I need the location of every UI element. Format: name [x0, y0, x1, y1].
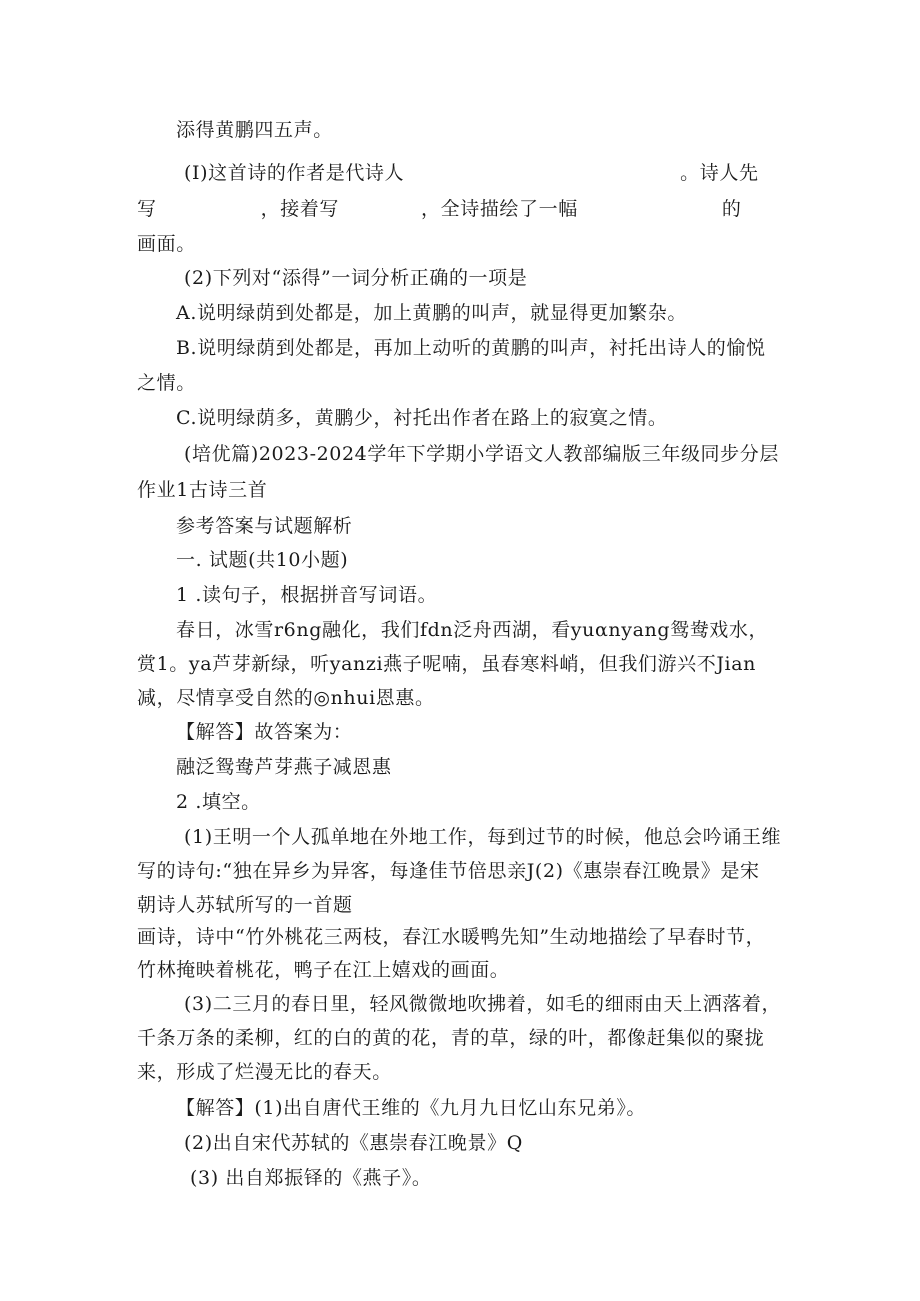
text-fragment: ，全诗描绘了一幅 — [421, 198, 578, 220]
text-fragment: 写 — [137, 198, 157, 220]
q1-text-line-2: 赏1。ya芦芽新绿，听yanzi燕子呢喃，虽春寒料峭，但我们游兴不Jian — [137, 653, 756, 675]
q1-title: 1 .读句子，根据拼音写词语。 — [176, 584, 438, 606]
q2-answer-2: (2)出自宋代苏轼的《惠崇春江晚景》Q — [184, 1132, 523, 1154]
option-b: B.说明绿荫到处都是，再加上动听的黄鹏的叫声，衬托出诗人的愉悦 — [176, 337, 766, 359]
text-fragment: ，接着写 — [260, 198, 340, 220]
q2-text-line-6: (3)二三月的春日里，轻风微微地吹拂着，如毛的细雨由天上洒落着， — [184, 993, 782, 1015]
q2-text-line-5: 竹林掩映着桃花，鸭子在江上嬉戏的画面。 — [137, 959, 510, 981]
q2-text-line-1: (1)王明一个人孤单地在外地工作，每到过节的时候，他总会吟诵王维 — [184, 826, 782, 848]
poem-line: 添得黄鹏四五声。 — [176, 119, 333, 141]
question-1-line-3: 画面。 — [137, 233, 196, 255]
answer-subtitle: 参考答案与试题解析 — [176, 515, 353, 537]
question-1-prompt-cont: 。诗人先 — [680, 162, 759, 184]
option-a: A.说明绿荫到处都是，加上黄鹏的叫声，就显得更加繁杂。 — [176, 302, 687, 324]
q1-answer-label: 【解答】故答案为： — [176, 721, 353, 743]
question-2-prompt: (2)下列对“添得”一词分析正确的一项是 — [184, 267, 528, 289]
q2-text-line-7: 千条万条的柔柳，红的白的黄的花，青的草，绿的叶，都像赶集似的聚拢 — [137, 1027, 765, 1049]
q2-text-line-2: 写的诗句:“独在异乡为异客，每逢佳节倍思亲J(2)《惠崇春江晚景》是宋 — [137, 860, 760, 882]
question-1-prompt: (I)这首诗的作者是代诗人 — [184, 162, 405, 184]
option-b-cont: 之情。 — [137, 372, 196, 394]
text-fragment: 的 — [721, 198, 742, 220]
section-heading: 一. 试题(共10小题) — [176, 549, 349, 571]
answer-title-line-1: (培优篇)2023-2024学年下学期小学语文人教部编版三年级同步分层 — [184, 443, 779, 465]
q2-text-line-4: 画诗，诗中“竹外桃花三两枝，春江水暖鸭先知”生动地描绘了早春时节， — [137, 926, 766, 948]
q1-answer: 融泛鸳鸯芦芽燕子减恩惠 — [176, 756, 392, 778]
option-c: C.说明绿荫多，黄鹏少，衬托出作者在路上的寂寞之情。 — [176, 407, 668, 429]
q2-text-line-8: 来，形成了烂漫无比的春天。 — [137, 1061, 392, 1083]
answer-title-line-2: 作业1古诗三首 — [137, 479, 268, 501]
q1-text-line-3: 减，尽情享受自然的◎nhui恩惠。 — [137, 687, 435, 709]
question-1-line-1 — [184, 161, 759, 185]
q1-text-line-1: 春日，冰雪r6ng融化，我们fdn泛舟西湖，看yuαnyang鸳鸯戏水， — [176, 619, 769, 641]
q2-text-line-3: 朝诗人苏轼所写的一首题 — [137, 894, 353, 916]
question-1-line-2 — [137, 197, 741, 221]
q2-answer-3: (3) 出自郑振铎的《燕子》。 — [190, 1167, 432, 1189]
q2-answer-1: 【解答】(1)出自唐代王维的《九月九日忆山东兄弟》。 — [176, 1097, 647, 1119]
q2-title: 2 .填空。 — [176, 791, 261, 813]
